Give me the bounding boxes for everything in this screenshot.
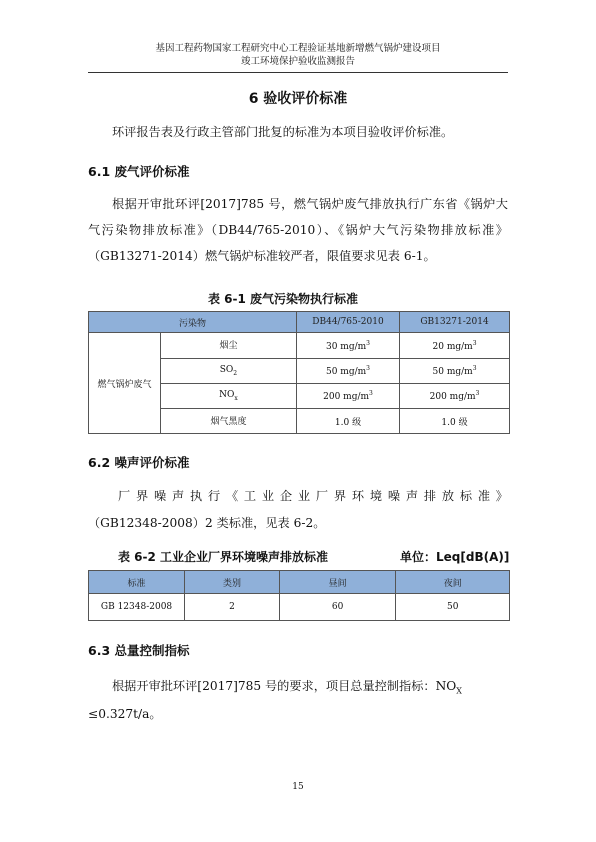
page-number: 15 [292, 782, 304, 792]
table-6-1 [88, 311, 510, 434]
table-header-cell: GB13271-2014 [400, 312, 510, 333]
heading-6-2: 6.2 噪声评价标准 [88, 455, 190, 470]
table-cell-value: 50 $mg/m^3$ [400, 359, 510, 384]
paragraph-6-1: 根据开审批环评[2017]785 号，燃气锅炉废气排放执行广东省《锅炉大气污染物排放标准》（DB44/765-2010）、《锅炉大气污染物排放标准》（GB13271-2014）燃气锅炉标准较严者，限值要求见表 6-1。 [88, 197, 508, 263]
table-6-2-caption: 表 6-2 工业企业厂界环境噪声排放标准 [118, 550, 329, 564]
table-header-cell: 污染物 [89, 312, 297, 333]
table-cell-value: 30 $mg/m^3$ [296, 333, 399, 359]
table-cell-item: $SO_2$ [160, 359, 296, 384]
table-cell: 60 [279, 594, 396, 621]
table-cell-value: 200 $mg/m^3$ [400, 384, 510, 409]
table-cell-item: $NO_x$ [160, 384, 296, 409]
table-cell: 2 [185, 594, 280, 621]
header-line-1: 基因工程药物国家工程研究中心工程验证基地新增燃气锅炉建设项目 [155, 43, 441, 54]
section-title: 6 验收评价标准 [248, 91, 348, 107]
table-cell-value: 200 $mg/m^3$ [296, 384, 399, 409]
table-cell-item: 烟气黑度 [160, 409, 296, 434]
paragraph-6-3-line-1: 根据开审批环评[2017]785 号的要求，项目总量控制指标：$NO_X$ [112, 679, 462, 696]
heading-6-3: 6.3 总量控制指标 [88, 643, 190, 658]
header-divider [88, 72, 508, 73]
table-6-1-caption: 表 6-1 废气污染物执行标准 [208, 292, 359, 306]
paragraph-6-2-line-1: 厂界噪声执行《工业企业厂界环境噪声排放标准》 [118, 489, 508, 503]
table-cell: GB 12348-2008 [89, 594, 185, 621]
table-cell-value: 1.0 级 [296, 409, 399, 434]
table-header-cell: 昼间 [279, 571, 396, 594]
paragraph-6-2-line-2: （GB12348-2008）2 类标准，见表 6-2。 [88, 516, 326, 530]
table-6-2-unit: 单位：Leq[dB(A)] [400, 550, 510, 564]
table-cell: 50 [396, 594, 510, 621]
table-cell-value: 20 $mg/m^3$ [400, 333, 510, 359]
table-header-cell: 标准 [89, 571, 185, 594]
table-6-2 [88, 570, 510, 621]
table-header-cell: 类别 [185, 571, 280, 594]
paragraph-6-3-line-2: ≤0.327t/a。 [88, 707, 162, 721]
table-cell-value: 1.0 级 [400, 409, 510, 434]
table-header-cell: 夜间 [396, 571, 510, 594]
table-cell-value: 50 $mg/m^3$ [296, 359, 399, 384]
section-intro: 环评报告表及行政主管部门批复的标准为本项目验收评价标准。 [112, 125, 454, 139]
heading-6-1: 6.1 废气评价标准 [88, 164, 190, 179]
header-line-2: 竣工环境保护验收监测报告 [240, 56, 355, 67]
table-header-cell: DB44/765-2010 [296, 312, 399, 333]
table-group-label: 燃气锅炉废气 [89, 333, 161, 434]
table-cell-item: 烟尘 [160, 333, 296, 359]
